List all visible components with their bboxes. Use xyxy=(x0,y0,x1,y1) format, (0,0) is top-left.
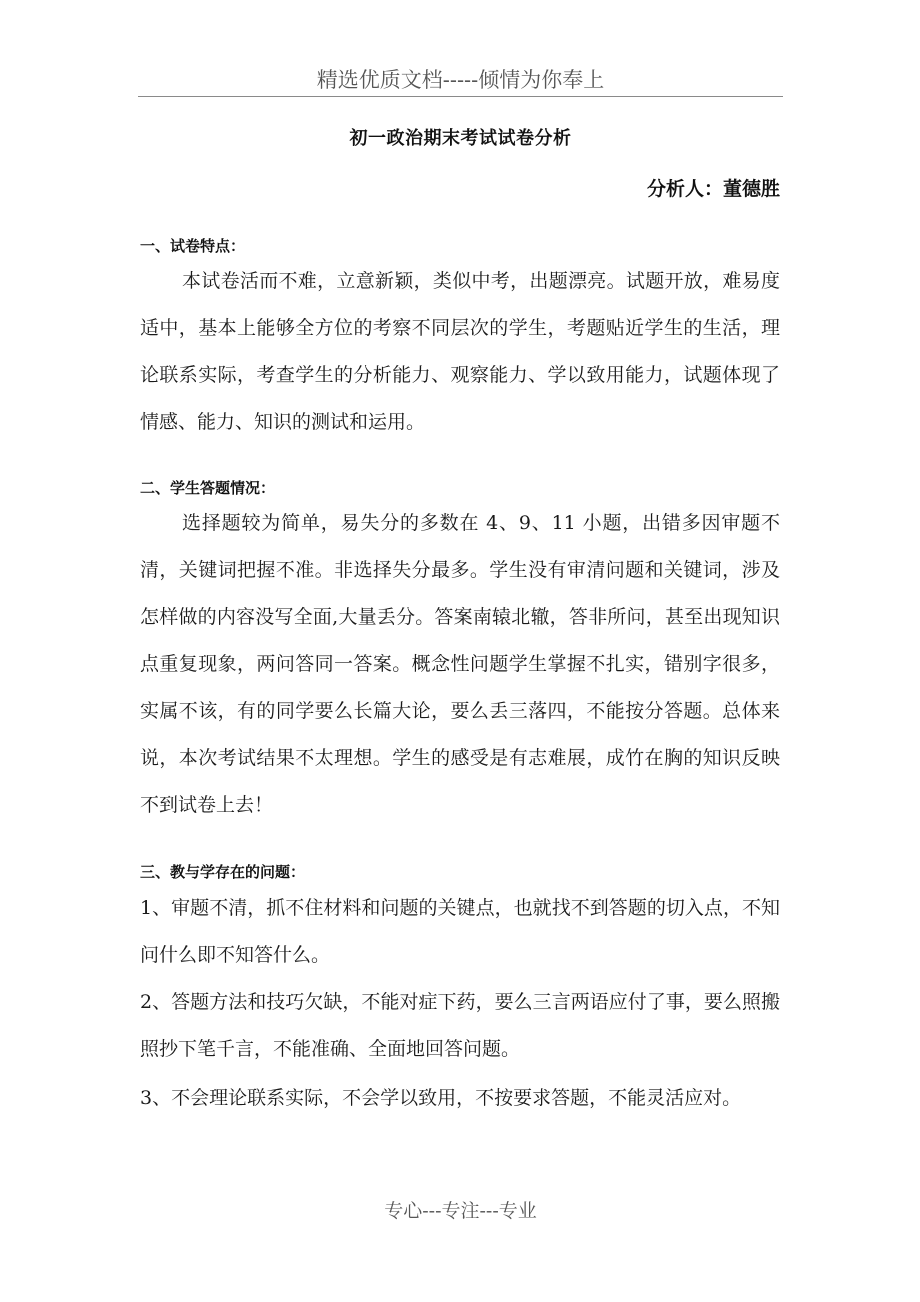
section-body-features: 本试卷活而不难，立意新颖，类似中考，出题漂亮。试题开放，难易度适中，基本上能够全方位的考察不同层次的学生，考题贴近学生的生活，理论联系实际，考查学生的分析能力、观察能力、学以致用能力，试题体现了情感、能力、知识的测试和运用。 xyxy=(140,270,780,433)
problem-item-2: 2、答题方法和技巧欠缺，不能对症下药，要么三言两语应付了事，要么照搬照抄下笔千言，不能准确、全面地回答问题。 xyxy=(140,991,780,1060)
section-heading-problems: 三、教与学存在的问题： xyxy=(140,863,306,881)
author-line: 分析人：董德胜 xyxy=(646,178,780,200)
document-title: 初一政治期末考试试卷分析 xyxy=(349,128,572,149)
problem-item-1: 1、审题不清，抓不住材料和问题的关键点，也就找不到答题的切入点，不知问什么即不知答什么。 xyxy=(140,897,780,966)
section-heading-answers: 二、学生答题情况： xyxy=(140,479,276,497)
page-header: 精选优质文档-----倾情为你奉上 xyxy=(316,68,605,92)
section-body-answers: 选择题较为简单，易失分的多数在 4、9、11 小题，出错多因审题不清，关键词把握不准。非选择失分最多。学生没有审清问题和关键词，涉及怎样做的内容没写全面,大量丢分。答案南辕北辙，答非所问，甚至出现知识点重复现象，两问答同一答案。概念性问题学生掌握不扎实，错别字很多，实属不该，有的同学要么长篇大论，要么丢三落四，不能按分答题。总体来说，本次考试结果不太理想。学生的感受是有志难展，成竹在胸的知识反映不到试卷上去！ xyxy=(140,512,780,816)
page-footer: 专心---专注---专业 xyxy=(384,1200,537,1222)
header-divider xyxy=(138,96,783,97)
section-heading-features: 一、试卷特点： xyxy=(140,237,246,255)
problem-item-3: 3、不会理论联系实际，不会学以致用，不按要求答题，不能灵活应对。 xyxy=(140,1087,742,1109)
